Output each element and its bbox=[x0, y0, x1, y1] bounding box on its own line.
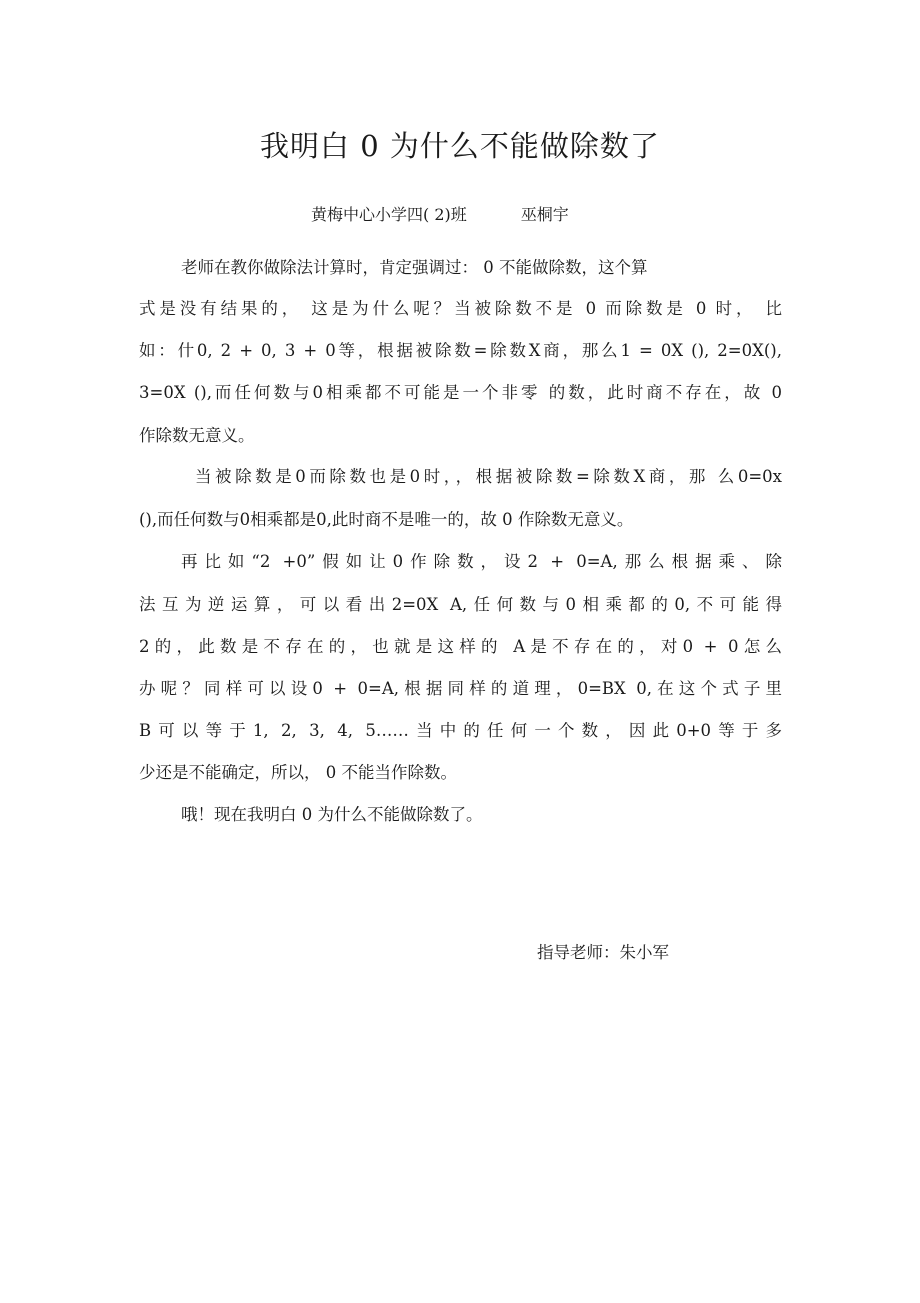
paragraph-3-line-6: 少还是不能确定，所以， 0 不能当作除数。 bbox=[139, 763, 457, 782]
paragraph-1-line-2: 式是没有结果的， 这是为什么呢？当被除数不是 0 而除数是 0 时， 比 bbox=[139, 299, 782, 318]
paragraph-3-line-3: 2的，此数是不存在的，也就是这样的 A是不存在的，对0 + 0怎么 bbox=[139, 637, 782, 656]
conclusion-line: 哦！现在我明白 0 为什么不能做除数了。 bbox=[181, 805, 483, 824]
paragraph-1-line-1: 老师在教你做除法计算时，肯定强调过： 0 不能做除数，这个算 bbox=[181, 258, 648, 277]
author-name: 巫桐宇 bbox=[520, 205, 569, 224]
school-class: 黄梅中心小学四( 2)班 bbox=[311, 205, 467, 224]
paragraph-2-line-1: 当被除数是0而除数也是0时，，根据被除数=除数X商，那 么0=0x bbox=[195, 467, 782, 486]
paragraph-3-line-2: 法互为逆运算，可以看出2=0X A,任何数与0相乘都的0,不可能得 bbox=[139, 595, 782, 614]
paragraph-1-line-4: 3=0X (),而任何数与0相乘都不可能是一个非零 的数，此时商不存在，故 0 bbox=[139, 383, 782, 402]
paragraph-3-line-4: 办呢？同样可以设0 + 0=A,根据同样的道理，0=BX 0,在这个式子里 bbox=[139, 679, 782, 698]
paragraph-1-line-5: 作除数无意义。 bbox=[139, 426, 255, 445]
instructor-credit: 指导老师：朱小军 bbox=[537, 943, 669, 962]
paragraph-1-line-3: 如：什0, 2 + 0, 3 + 0等，根据被除数=除数X商，那么1 = 0X (), 2=0X(), bbox=[139, 341, 782, 360]
paragraph-3-line-5: B可以等于1, 2, 3, 4, 5……当中的任何一个数，因此0+0等于多 bbox=[139, 721, 782, 740]
page-title: 我明白 0 为什么不能做除数了 bbox=[260, 129, 660, 163]
byline bbox=[311, 202, 569, 225]
paragraph-2-line-2: (),而任何数与0相乘都是0,此时商不是唯一的，故 0 作除数无意义。 bbox=[139, 510, 634, 529]
paragraph-3-line-1: 再比如“2 +0”假如让0作除数，设2 + 0=A,那么根据乘、除 bbox=[181, 552, 782, 571]
